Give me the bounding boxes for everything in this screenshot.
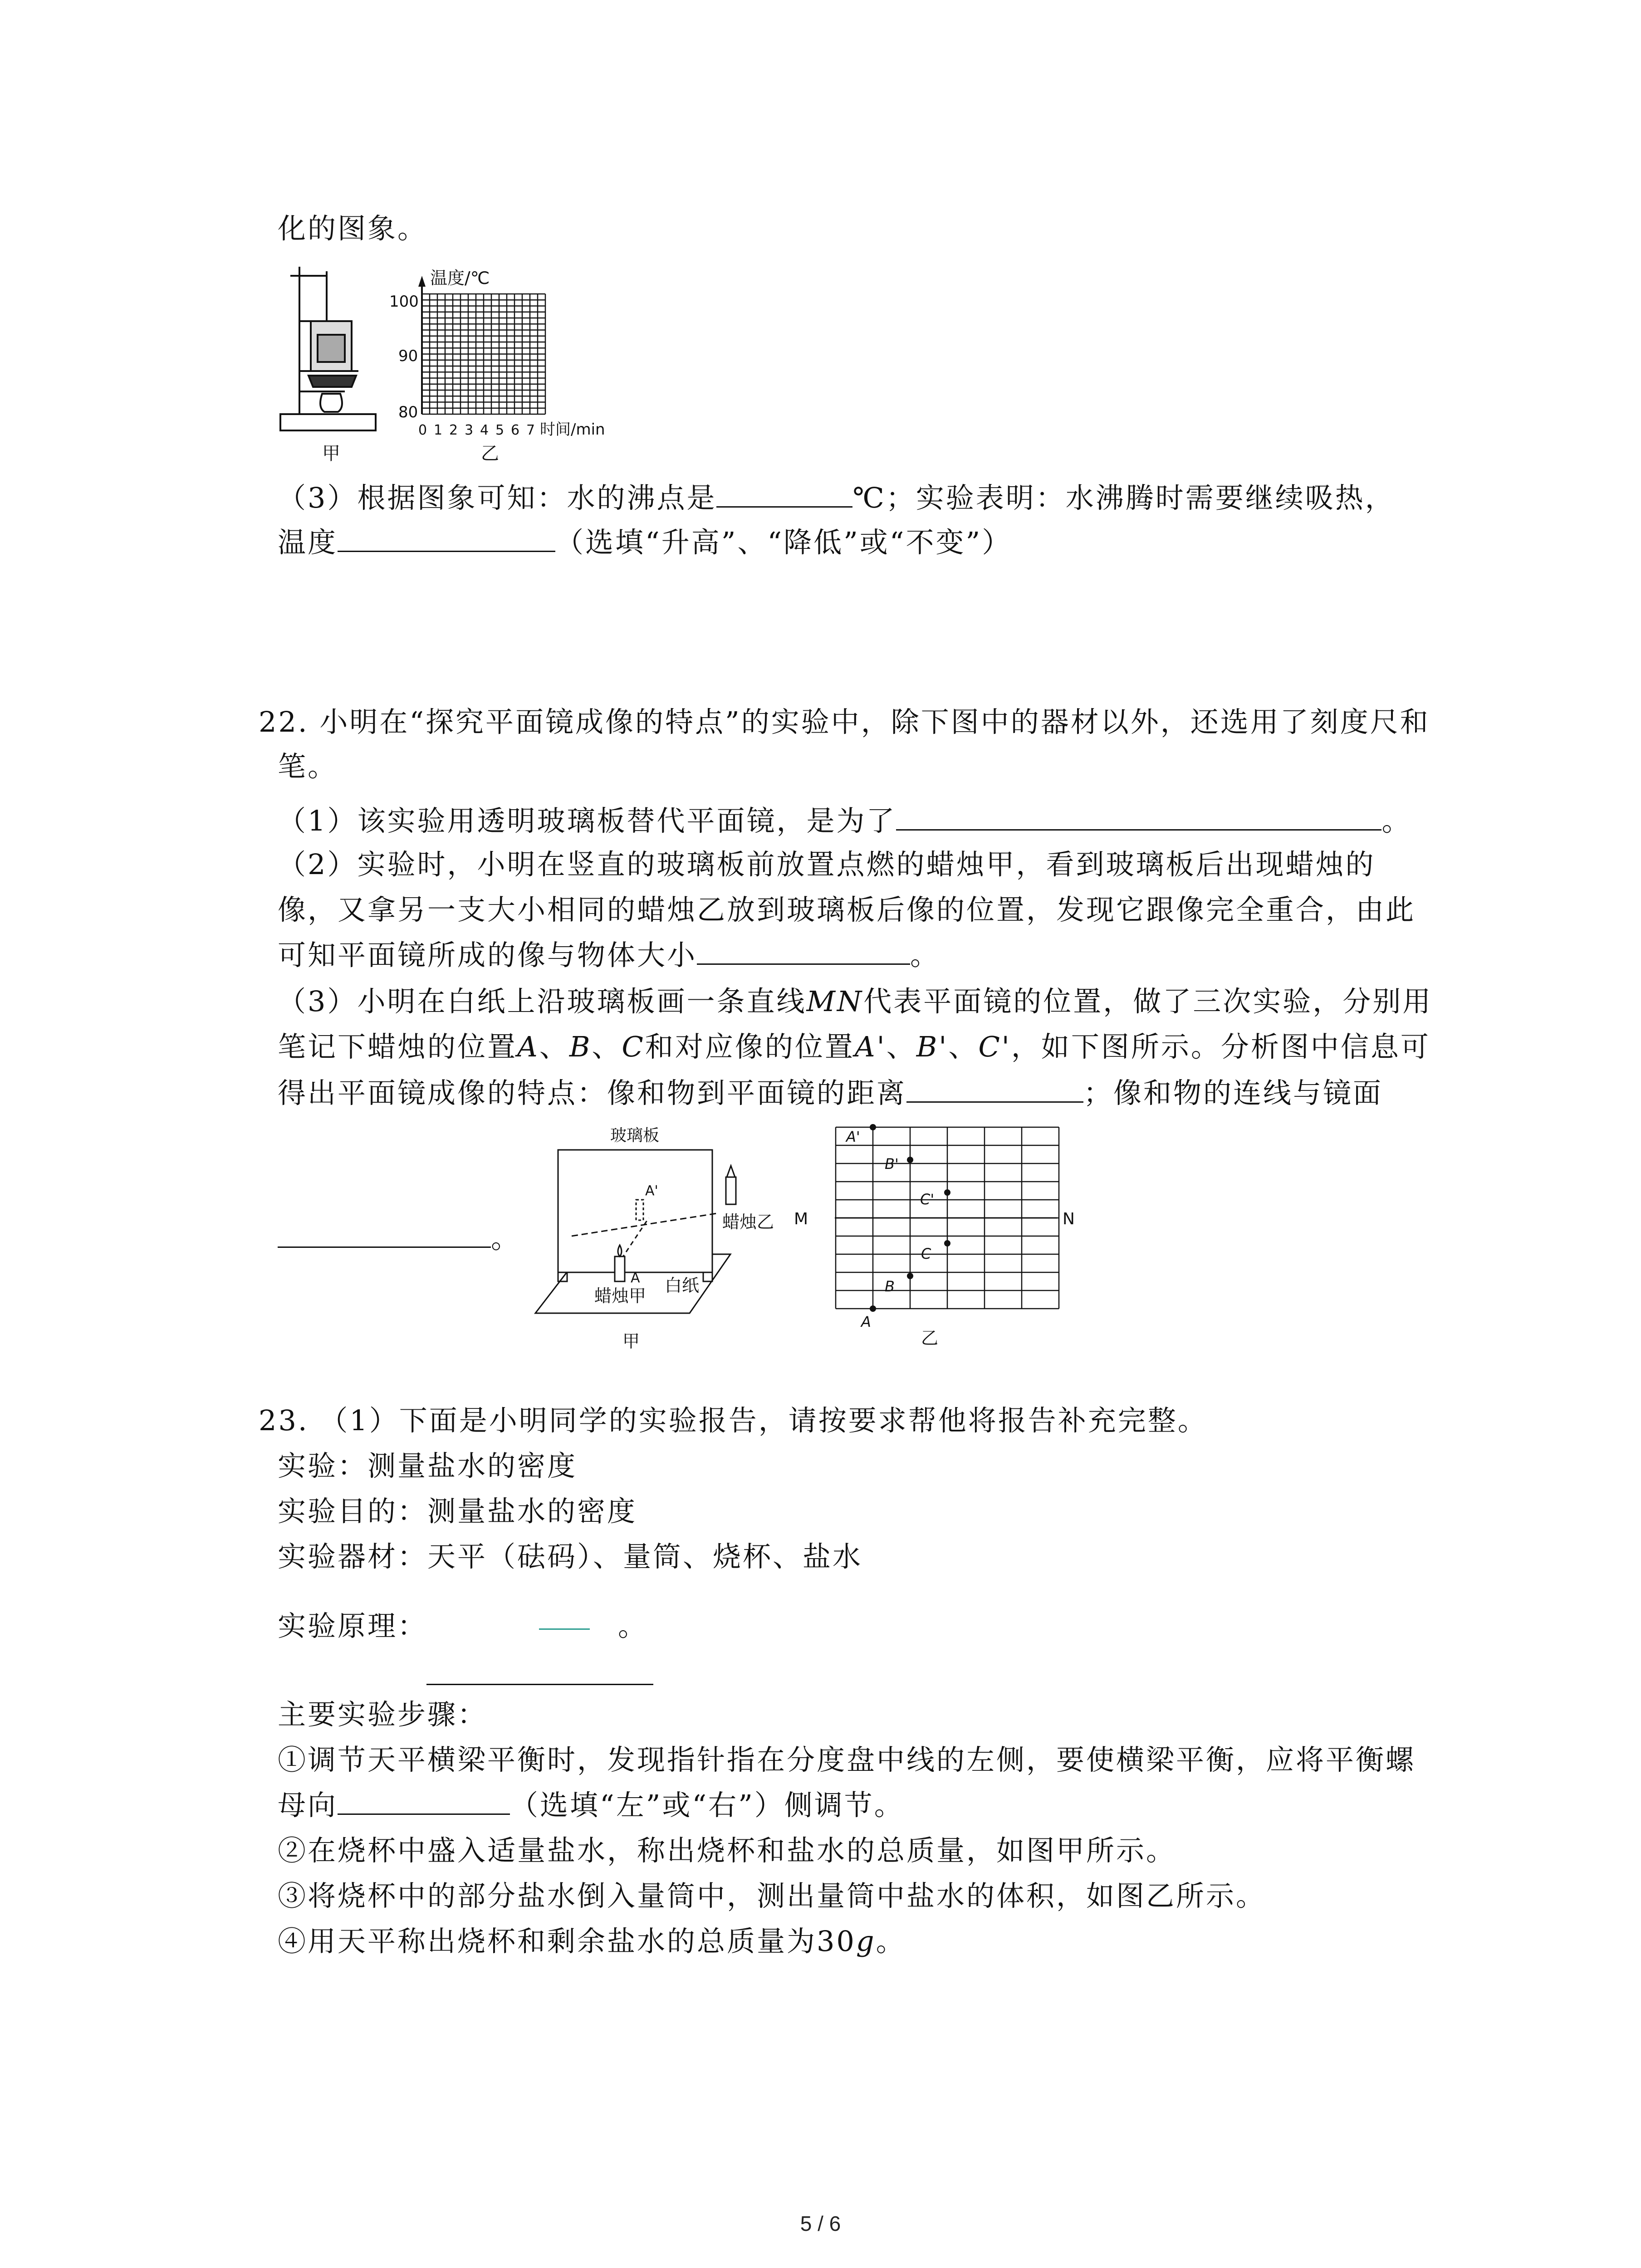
svg-text:乙: 乙 xyxy=(921,1328,939,1348)
q23-part1-intro: 23. （1）下面是小明同学的实验报告，请按要求帮他将报告补充完整。 xyxy=(259,1404,1208,1437)
connection-line-blank[interactable] xyxy=(278,1221,491,1248)
q23-line-equipment: 实验器材：天平（砝码）、量筒、烧杯、盐水 xyxy=(278,1540,863,1573)
svg-text:3: 3 xyxy=(465,422,474,438)
q22-number: 22. xyxy=(259,705,309,738)
svg-text:玻璃板: 玻璃板 xyxy=(610,1126,660,1145)
q23-step4: ④用天平称出烧杯和剩余盐水的总质量为30g。 xyxy=(278,1925,906,1958)
svg-text:B: B xyxy=(885,1278,895,1295)
q21-part3-line2: 温度 （选填“升高”、“降低”或“不变”） xyxy=(278,526,1012,559)
q23-line-principle: 实验原理： 。 xyxy=(278,1609,648,1642)
q22-stem-line2: 笔。 xyxy=(278,750,338,783)
svg-text:4: 4 xyxy=(480,422,489,438)
svg-text:C': C' xyxy=(920,1191,935,1208)
q22-grid-figure xyxy=(785,1123,1093,1359)
svg-text:A': A' xyxy=(846,1128,860,1145)
q22-part2-line1: （2）实验时，小明在竖直的玻璃板前放置点燃的蜡烛甲，看到玻璃板后出现蜡烛的 xyxy=(278,848,1376,881)
q22-part2-line2: 像，又拿另一支大小相同的蜡烛乙放到玻璃板后像的位置，发现它跟像完全重合，由此 xyxy=(278,893,1416,926)
x-axis-label: 时间/min xyxy=(540,420,605,439)
svg-text:白纸: 白纸 xyxy=(665,1276,700,1295)
svg-text:90: 90 xyxy=(398,347,418,365)
svg-text:A': A' xyxy=(645,1183,658,1199)
q22-part3-line2: 笔记下蜡烛的位置A、B、C和对应像的位置A'、B'、C'，如下图所示。分析图中信息可 xyxy=(278,1030,1430,1063)
svg-text:1: 1 xyxy=(434,422,443,438)
q23-line-purpose: 实验目的：测量盐水的密度 xyxy=(278,1495,637,1528)
svg-text:M: M xyxy=(794,1210,808,1228)
q23-step1-line2: 母向 （选填“左”或“右”）侧调节。 xyxy=(278,1789,904,1822)
y-axis-label: 温度/℃ xyxy=(430,268,490,288)
svg-text:C: C xyxy=(921,1245,931,1262)
svg-text:100: 100 xyxy=(389,293,419,311)
apparatus-caption: 甲 xyxy=(322,443,340,464)
temperature-graph xyxy=(389,268,605,464)
q22-mirror-setup-figure xyxy=(517,1123,774,1359)
size-relation-blank[interactable] xyxy=(697,938,910,965)
q23-step3: ③将烧杯中的部分盐水倒入量筒中，测出量筒中盐水的体积，如图乙所示。 xyxy=(278,1879,1266,1912)
principle-fraction-bar xyxy=(539,1628,590,1630)
boiling-apparatus xyxy=(280,267,376,430)
svg-text:0: 0 xyxy=(418,422,427,438)
temperature-change-blank[interactable] xyxy=(338,525,555,552)
q22-part2-line3: 可知平面镜所成的像与物体大小 。 xyxy=(278,938,941,972)
balance-direction-blank[interactable] xyxy=(338,1788,510,1815)
graph-caption: 乙 xyxy=(481,443,499,464)
q21-intro-line: 化的图象。 xyxy=(278,212,428,245)
svg-text:蜡烛甲: 蜡烛甲 xyxy=(594,1286,647,1306)
q22-part1: （1）该实验用透明玻璃板替代平面镜，是为了 。 xyxy=(278,804,1412,837)
svg-text:B': B' xyxy=(885,1155,899,1173)
q23-line-steps: 主要实验步骤： xyxy=(278,1698,488,1731)
q22-stem-line1: 22. 小明在“探究平面镜成像的特点”的实验中，除下图中的器材以外，还选用了刻度尺和 xyxy=(259,705,1430,738)
q22-part3-line3: 得出平面镜成像的特点：像和物到平面镜的距离 ；像和物的连线与镜面 xyxy=(278,1076,1383,1110)
svg-text:80: 80 xyxy=(398,403,418,421)
svg-text:6: 6 xyxy=(511,422,520,438)
svg-text:蜡烛乙: 蜡烛乙 xyxy=(722,1212,774,1232)
svg-text:2: 2 xyxy=(449,422,458,438)
q23-line-experiment: 实验：测量盐水的密度 xyxy=(278,1449,578,1482)
svg-text:N: N xyxy=(1063,1210,1075,1228)
principle-blank[interactable] xyxy=(426,1684,653,1685)
page-number: 5 / 6 xyxy=(800,2212,841,2235)
boiling-point-blank[interactable] xyxy=(716,481,852,508)
q23-step1-line1: ①调节天平横梁平衡时，发现指针指在分度盘中线的左侧，要使横梁平衡，应将平衡螺 xyxy=(278,1743,1416,1776)
q21-figure xyxy=(272,258,681,471)
distance-blank[interactable] xyxy=(906,1076,1083,1103)
svg-text:5: 5 xyxy=(495,422,505,438)
q22-part3-line4: 。 xyxy=(278,1220,521,1256)
glass-purpose-blank[interactable] xyxy=(896,804,1381,831)
q23-number: 23. xyxy=(259,1404,309,1437)
svg-text:A: A xyxy=(631,1270,640,1286)
svg-text:A: A xyxy=(861,1313,871,1330)
svg-text:7: 7 xyxy=(526,422,535,438)
q22-part3-line1: （3）小明在白纸上沿玻璃板画一条直线MN代表平面镜的位置，做了三次实验，分别用 xyxy=(278,985,1433,1018)
svg-text:甲: 甲 xyxy=(622,1331,640,1351)
q21-part3-line1: （3）根据图象可知：水的沸点是 ℃；实验表明：水沸腾时需要继续吸热， xyxy=(278,481,1395,514)
q23-step2: ②在烧杯中盛入适量盐水，称出烧杯和盐水的总质量，如图甲所示。 xyxy=(278,1834,1176,1867)
